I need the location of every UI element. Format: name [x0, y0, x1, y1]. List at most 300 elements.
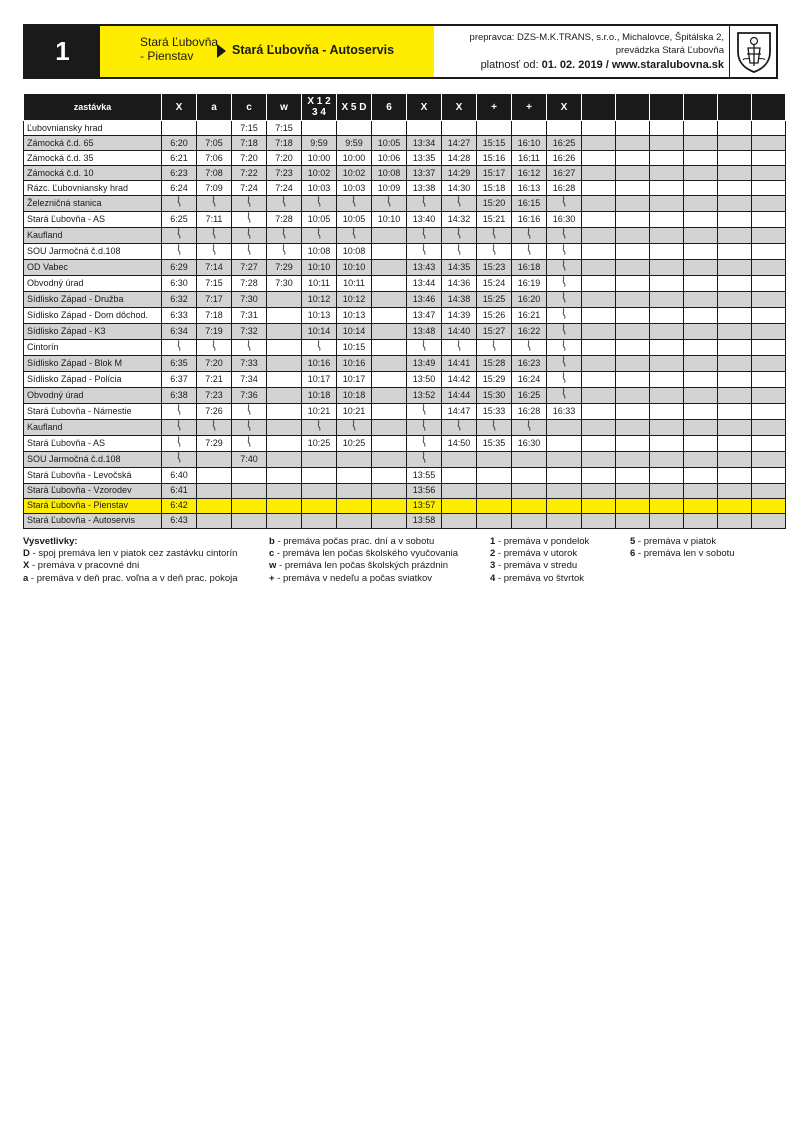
- pass-through-icon: [246, 420, 252, 435]
- trip-column-header: [232, 94, 267, 121]
- departure-time: 10:05: [302, 212, 337, 228]
- departure-time: 15:23: [477, 260, 512, 276]
- departure-time: [337, 468, 372, 483]
- pass-through-cell: [197, 244, 232, 260]
- legend-key: b: [269, 536, 275, 547]
- departure-time: 13:49: [407, 356, 442, 372]
- departure-time: 6:40: [162, 468, 197, 483]
- stop-name: Sídlisko Západ - Blok M: [24, 356, 162, 372]
- pass-through-cell: [232, 404, 267, 420]
- departure-time: [372, 292, 407, 308]
- departure-time: [442, 498, 477, 513]
- trip-column-header-line: X: [560, 101, 568, 113]
- table-row: [24, 151, 786, 166]
- departure-time: 6:35: [162, 356, 197, 372]
- empty-cell: [718, 483, 752, 498]
- pass-through-cell: [477, 340, 512, 356]
- empty-cell: [616, 388, 650, 404]
- departure-time: [267, 308, 302, 324]
- empty-cell: [616, 181, 650, 196]
- route-box: [100, 26, 434, 77]
- departure-time: 14:40: [442, 324, 477, 340]
- table-row: [24, 292, 786, 308]
- empty-cell: [752, 260, 786, 276]
- empty-cell: [582, 372, 616, 388]
- pass-through-icon: [176, 452, 182, 467]
- empty-cell: [616, 324, 650, 340]
- departure-time: 16:20: [512, 292, 547, 308]
- legend-key: X: [23, 560, 30, 572]
- empty-cell: [582, 260, 616, 276]
- pass-through-icon: [491, 340, 497, 355]
- departure-time: [267, 420, 302, 436]
- trip-column-header-line: +: [526, 101, 532, 113]
- departure-time: 10:17: [302, 372, 337, 388]
- empty-cell: [616, 452, 650, 468]
- trip-column-header: [718, 94, 752, 121]
- departure-time: 10:11: [302, 276, 337, 292]
- departure-time: [442, 121, 477, 136]
- empty-cell: [582, 121, 616, 136]
- departure-time: 16:24: [512, 372, 547, 388]
- departure-time: [337, 121, 372, 136]
- departure-time: 10:13: [302, 308, 337, 324]
- departure-time: [372, 388, 407, 404]
- trip-column-header: [684, 94, 718, 121]
- departure-time: 13:55: [407, 468, 442, 483]
- empty-cell: [752, 151, 786, 166]
- departure-time: 16:21: [512, 308, 547, 324]
- empty-cell: [582, 166, 616, 181]
- legend-col-3: [490, 536, 589, 585]
- departure-time: 13:52: [407, 388, 442, 404]
- empty-cell: [650, 436, 684, 452]
- empty-cell: [616, 196, 650, 212]
- departure-time: 6:32: [162, 292, 197, 308]
- departure-time: [477, 483, 512, 498]
- departure-time: [232, 483, 267, 498]
- legend-col-2: [269, 536, 458, 585]
- pass-through-icon: [561, 340, 567, 355]
- empty-cell: [616, 420, 650, 436]
- empty-cell: [718, 468, 752, 483]
- pass-through-cell: [302, 228, 337, 244]
- departure-time: [267, 404, 302, 420]
- table-row: [24, 228, 786, 244]
- departure-time: 16:28: [547, 181, 582, 196]
- empty-cell: [718, 404, 752, 420]
- pass-through-cell: [477, 420, 512, 436]
- pass-through-icon: [456, 244, 462, 259]
- trip-column-header: [302, 94, 337, 121]
- empty-cell: [582, 136, 616, 151]
- departure-time: 10:25: [337, 436, 372, 452]
- departure-time: 10:06: [372, 151, 407, 166]
- empty-cell: [616, 340, 650, 356]
- departure-time: 10:11: [337, 276, 372, 292]
- departure-time: [197, 468, 232, 483]
- departure-time: [197, 483, 232, 498]
- legend-key: 1: [490, 536, 496, 547]
- stop-name: Zámocká č.d. 65: [24, 136, 162, 151]
- empty-cell: [650, 498, 684, 513]
- departure-time: 7:27: [232, 260, 267, 276]
- departure-time: 10:09: [372, 181, 407, 196]
- departure-time: [337, 498, 372, 513]
- pass-through-cell: [547, 276, 582, 292]
- stop-name: Zámocká č.d. 35: [24, 151, 162, 166]
- empty-cell: [582, 276, 616, 292]
- empty-cell: [718, 121, 752, 136]
- empty-cell: [616, 292, 650, 308]
- empty-cell: [650, 388, 684, 404]
- departure-time: 7:30: [232, 292, 267, 308]
- legend-item: [269, 548, 458, 560]
- empty-cell: [718, 324, 752, 340]
- pass-through-icon: [561, 308, 567, 323]
- legend-item: [269, 536, 458, 548]
- departure-time: 15:24: [477, 276, 512, 292]
- departure-time: 16:30: [547, 212, 582, 228]
- departure-time: 14:28: [442, 151, 477, 166]
- pass-through-icon: [246, 404, 252, 419]
- empty-cell: [582, 468, 616, 483]
- departure-time: 7:20: [232, 151, 267, 166]
- departure-time: 13:37: [407, 166, 442, 181]
- city-coat-of-arms-icon: [729, 26, 777, 77]
- departure-time: 7:22: [232, 166, 267, 181]
- departure-time: 14:30: [442, 181, 477, 196]
- pass-through-icon: [526, 420, 532, 435]
- empty-cell: [582, 181, 616, 196]
- departure-time: [337, 483, 372, 498]
- departure-time: [477, 452, 512, 468]
- departure-time: 6:37: [162, 372, 197, 388]
- departure-time: 7:09: [197, 181, 232, 196]
- empty-cell: [718, 196, 752, 212]
- empty-cell: [650, 324, 684, 340]
- departure-time: 6:21: [162, 151, 197, 166]
- legend-text: - premáva len počas školského vyučovania: [274, 548, 459, 560]
- departure-time: 6:41: [162, 483, 197, 498]
- pass-through-cell: [547, 228, 582, 244]
- trip-column-header-line: X: [175, 101, 183, 113]
- legend-col-1: [23, 536, 238, 585]
- pass-through-cell: [162, 340, 197, 356]
- table-row: [24, 356, 786, 372]
- empty-cell: [616, 356, 650, 372]
- trip-column-header-line: 3 4: [312, 107, 326, 118]
- departure-time: 16:19: [512, 276, 547, 292]
- pass-through-icon: [421, 228, 427, 243]
- empty-cell: [616, 468, 650, 483]
- stop-name: Sídlisko Západ - Dom dôchod.: [24, 308, 162, 324]
- departure-time: [267, 452, 302, 468]
- table-row: [24, 452, 786, 468]
- legend-text: - spoj premáva len v piatok cez zastávku cintorín: [29, 548, 238, 560]
- departure-time: 13:47: [407, 308, 442, 324]
- empty-cell: [684, 196, 718, 212]
- legend-item: [269, 560, 458, 572]
- empty-cell: [718, 513, 752, 528]
- pass-through-cell: [302, 420, 337, 436]
- pass-through-icon: [176, 436, 182, 451]
- pass-through-cell: [407, 340, 442, 356]
- empty-cell: [752, 452, 786, 468]
- departure-time: [372, 483, 407, 498]
- departure-time: [302, 452, 337, 468]
- empty-cell: [684, 483, 718, 498]
- empty-cell: [616, 121, 650, 136]
- legend-key: a: [23, 572, 29, 584]
- trip-column-header-line: a: [211, 101, 217, 113]
- empty-cell: [650, 260, 684, 276]
- stop-name: Stará Ľubovňa - AS: [24, 436, 162, 452]
- empty-cell: [684, 276, 718, 292]
- departure-time: [372, 513, 407, 528]
- departure-time: 13:46: [407, 292, 442, 308]
- departure-time: [197, 452, 232, 468]
- pass-through-icon: [176, 340, 182, 355]
- legend-item: [490, 560, 589, 572]
- trip-column-header-line: w: [280, 101, 288, 113]
- empty-cell: [582, 228, 616, 244]
- trip-column-header: [372, 94, 407, 121]
- table-row: [24, 372, 786, 388]
- empty-cell: [650, 166, 684, 181]
- departure-time: 16:22: [512, 324, 547, 340]
- trip-column-header: [650, 94, 684, 121]
- legend-item: [23, 548, 238, 560]
- empty-cell: [752, 292, 786, 308]
- pass-through-icon: [421, 404, 427, 419]
- line-number: 1: [25, 26, 100, 77]
- departure-time: [407, 121, 442, 136]
- departure-time: 10:05: [372, 136, 407, 151]
- departure-time: 7:29: [197, 436, 232, 452]
- departure-time: 14:47: [442, 404, 477, 420]
- empty-cell: [752, 166, 786, 181]
- pass-through-icon: [491, 420, 497, 435]
- departure-time: 7:19: [197, 324, 232, 340]
- departure-time: 6:23: [162, 166, 197, 181]
- empty-cell: [752, 513, 786, 528]
- empty-cell: [650, 356, 684, 372]
- departure-time: 7:15: [232, 121, 267, 136]
- departure-time: 7:20: [197, 356, 232, 372]
- pass-through-icon: [211, 228, 217, 243]
- pass-through-cell: [407, 244, 442, 260]
- empty-cell: [582, 244, 616, 260]
- departure-time: 16:25: [547, 136, 582, 151]
- departure-time: 14:35: [442, 260, 477, 276]
- empty-cell: [752, 483, 786, 498]
- table-row: [24, 388, 786, 404]
- departure-time: 13:57: [407, 498, 442, 513]
- departure-time: [267, 498, 302, 513]
- departure-time: [372, 260, 407, 276]
- empty-cell: [684, 244, 718, 260]
- trip-column-header-line: X 1 2: [307, 96, 331, 107]
- pass-through-icon: [421, 452, 427, 467]
- pass-through-icon: [211, 196, 217, 211]
- pass-through-cell: [197, 228, 232, 244]
- pass-through-icon: [211, 244, 217, 259]
- departure-time: 7:20: [267, 151, 302, 166]
- empty-cell: [684, 340, 718, 356]
- departure-time: [372, 324, 407, 340]
- pass-through-cell: [162, 228, 197, 244]
- empty-cell: [718, 420, 752, 436]
- departure-time: 6:30: [162, 276, 197, 292]
- empty-cell: [718, 308, 752, 324]
- departure-time: 7:18: [232, 136, 267, 151]
- legend-text: - premáva v deň prac. voľna a v deň prac. pokoja: [28, 572, 238, 584]
- departure-time: 14:32: [442, 212, 477, 228]
- pass-through-icon: [456, 420, 462, 435]
- trip-column-header: [582, 94, 616, 121]
- empty-cell: [650, 483, 684, 498]
- departure-time: 10:13: [337, 308, 372, 324]
- empty-cell: [582, 483, 616, 498]
- departure-time: [442, 468, 477, 483]
- departure-time: 6:20: [162, 136, 197, 151]
- pass-through-cell: [232, 228, 267, 244]
- trip-column-header-line: 6: [386, 101, 392, 113]
- departure-time: 7:11: [197, 212, 232, 228]
- legend-text: - premáva v pracovné dni: [29, 560, 140, 572]
- empty-cell: [752, 136, 786, 151]
- timetable: [23, 93, 786, 529]
- pass-through-cell: [162, 436, 197, 452]
- empty-cell: [718, 292, 752, 308]
- empty-cell: [650, 244, 684, 260]
- empty-cell: [684, 136, 718, 151]
- pass-through-icon: [176, 244, 182, 259]
- empty-cell: [684, 260, 718, 276]
- pass-through-cell: [442, 244, 477, 260]
- pass-through-cell: [197, 196, 232, 212]
- timetable-header: [23, 24, 778, 79]
- stop-name: Rázc. Ľubovniansky hrad: [24, 181, 162, 196]
- departure-time: 7:31: [232, 308, 267, 324]
- table-row: [24, 420, 786, 436]
- departure-time: 10:05: [337, 212, 372, 228]
- departure-time: [372, 372, 407, 388]
- pass-through-icon: [246, 340, 252, 355]
- departure-time: 7:23: [197, 388, 232, 404]
- departure-time: 14:44: [442, 388, 477, 404]
- pass-through-icon: [246, 228, 252, 243]
- pass-through-icon: [316, 420, 322, 435]
- pass-through-cell: [407, 228, 442, 244]
- departure-time: 13:43: [407, 260, 442, 276]
- empty-cell: [650, 292, 684, 308]
- legend-key: 6: [630, 548, 636, 560]
- departure-time: 10:14: [302, 324, 337, 340]
- pass-through-cell: [512, 228, 547, 244]
- legend-key: c: [269, 548, 275, 560]
- empty-cell: [752, 212, 786, 228]
- empty-cell: [752, 356, 786, 372]
- departure-time: [267, 324, 302, 340]
- legend-item: [490, 536, 589, 548]
- empty-cell: [582, 324, 616, 340]
- legend-text: - premáva v piatok: [635, 536, 717, 547]
- pass-through-icon: [281, 196, 287, 211]
- pass-through-cell: [162, 404, 197, 420]
- legend-text: - premáva vo štvrtok: [495, 572, 584, 584]
- departure-time: 10:14: [337, 324, 372, 340]
- pass-through-icon: [176, 420, 182, 435]
- departure-time: 14:29: [442, 166, 477, 181]
- departure-time: 7:24: [267, 181, 302, 196]
- departure-time: 7:15: [267, 121, 302, 136]
- pass-through-cell: [547, 244, 582, 260]
- pass-through-icon: [246, 244, 252, 259]
- empty-cell: [752, 340, 786, 356]
- empty-cell: [650, 420, 684, 436]
- pass-through-icon: [561, 196, 567, 211]
- empty-cell: [616, 260, 650, 276]
- pass-through-icon: [316, 340, 322, 355]
- table-row: [24, 276, 786, 292]
- pass-through-cell: [197, 420, 232, 436]
- pass-through-cell: [477, 244, 512, 260]
- departure-time: [477, 513, 512, 528]
- empty-cell: [616, 212, 650, 228]
- departure-time: 15:20: [477, 196, 512, 212]
- departure-time: 16:28: [512, 404, 547, 420]
- departure-time: [477, 468, 512, 483]
- departure-time: 13:35: [407, 151, 442, 166]
- trip-column-header: [197, 94, 232, 121]
- pass-through-cell: [232, 196, 267, 212]
- empty-cell: [752, 196, 786, 212]
- legend-text: - premáva v utorok: [495, 548, 578, 560]
- departure-time: [512, 452, 547, 468]
- departure-time: 7:18: [267, 136, 302, 151]
- departure-time: [372, 468, 407, 483]
- legend-text: - premáva len v sobotu: [635, 548, 735, 560]
- pass-through-icon: [176, 228, 182, 243]
- pass-through-cell: [302, 196, 337, 212]
- empty-cell: [650, 121, 684, 136]
- departure-time: [232, 513, 267, 528]
- departure-time: 16:12: [512, 166, 547, 181]
- departure-time: 10:10: [302, 260, 337, 276]
- pass-through-cell: [477, 228, 512, 244]
- departure-time: 6:25: [162, 212, 197, 228]
- departure-time: 15:25: [477, 292, 512, 308]
- empty-cell: [582, 308, 616, 324]
- departure-time: 15:30: [477, 388, 512, 404]
- empty-cell: [650, 212, 684, 228]
- pass-through-icon: [351, 228, 357, 243]
- route-arrow-icon: [217, 44, 226, 58]
- timetable-body: [24, 121, 786, 529]
- pass-through-cell: [547, 324, 582, 340]
- empty-cell: [582, 292, 616, 308]
- departure-time: 7:33: [232, 356, 267, 372]
- legend-key: w: [269, 560, 277, 572]
- departure-time: 15:27: [477, 324, 512, 340]
- pass-through-cell: [407, 196, 442, 212]
- empty-cell: [752, 276, 786, 292]
- departure-time: 16:25: [512, 388, 547, 404]
- departure-time: 16:10: [512, 136, 547, 151]
- departure-time: 13:56: [407, 483, 442, 498]
